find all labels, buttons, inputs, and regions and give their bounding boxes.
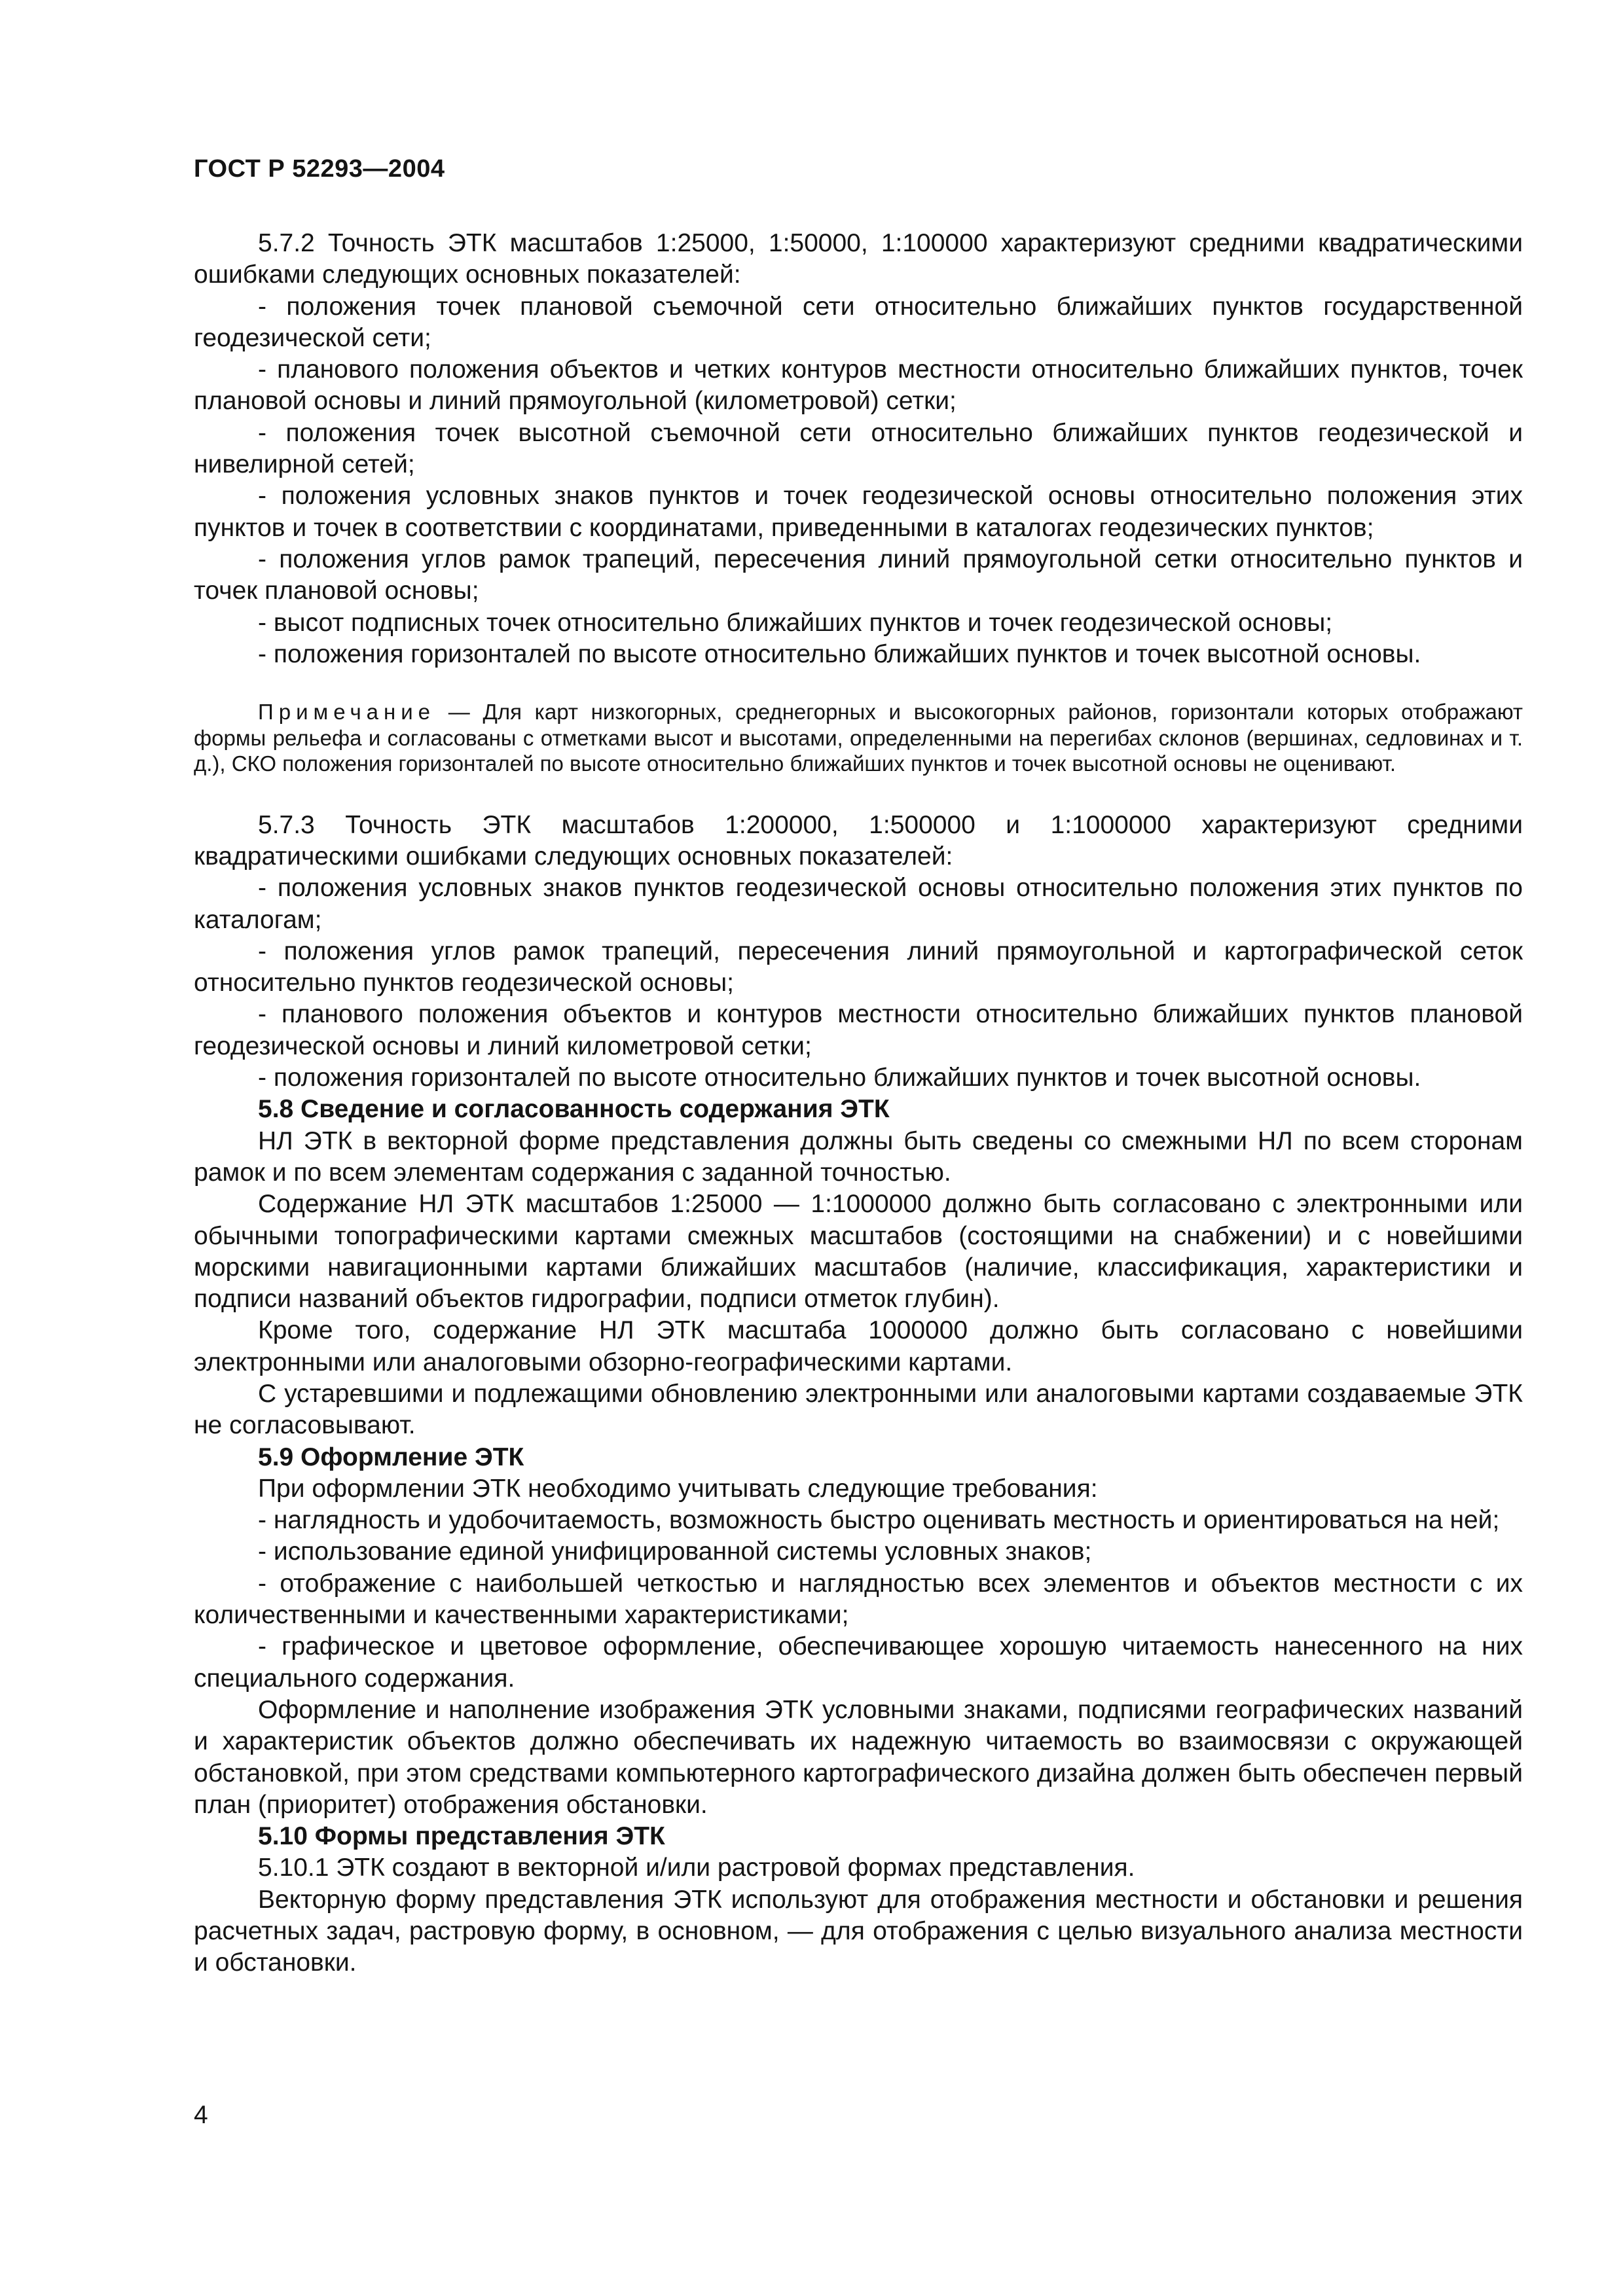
list-item: - планового положения объектов и четких контуров местности относительно ближайших пунктов, точек плановой основы и линий прямоугольной (километровой) сетки; [194, 355, 1523, 416]
list-item: - положения точек высотной съемочной сети относительно ближайших пунктов геодезической и нивелирной сетей; [194, 418, 1523, 479]
list-item: - положения условных знаков пунктов и точек геодезической основы относительно положения этих пунктов и точек в соответствии с координатами, приведенными в каталогах геодезических пунктов; [194, 482, 1523, 542]
list-item: - наглядность и удобочитаемость, возможность быстро оценивать местность и ориентироваться на ней; [258, 1506, 1500, 1535]
note-text: — Для карт низкогорных, среднегорных и высокогорных районов, горизонтали которых отображают формы рельефа и согласованы с отметками высот и высотами, определенными на перегибах склонов (вершинах, седловинах и т. д.), СКО положения горизонталей по высоте относительно ближайших пунктов и точек высотной основы не оценивают. [194, 700, 1523, 776]
list-item: - использование единой унифицированной системы условных знаков; [258, 1537, 1092, 1566]
list-item: - графическое и цветовое оформление, обеспечивающее хорошую читаемость нанесенного на них специального содержания. [194, 1632, 1523, 1693]
paragraph: 5.10.1 ЭТК создают в векторной и/или растровой формах представления. [258, 1854, 1135, 1882]
paragraph: НЛ ЭТК в векторной форме представления должны быть сведены со смежными НЛ по всем сторонам рамок и по всем элементам содержания с заданной точностью. [194, 1126, 1523, 1187]
document-header: ГОСТ Р 52293—2004 [194, 155, 445, 183]
paragraph-5-7-2: 5.7.2 Точность ЭТК масштабов 1:25000, 1:50000, 1:100000 характеризуют средними квадратическими ошибками следующих основных показателей: [194, 229, 1523, 289]
page-number: 4 [194, 2101, 208, 2129]
paragraph: Оформление и наполнение изображения ЭТК условными знаками, подписями географических названий и характеристик объектов должно обеспечивать их надежную читаемость во взаимосвязи с окружающей обстановкой, при этом средствами компьютерного картографического дизайна должен быть обеспечен первый план (приоритет) отображения обстановки. [194, 1695, 1523, 1819]
document-body [194, 228, 1523, 1979]
list-item: - положения горизонталей по высоте относительно ближайших пунктов и точек высотной основы. [258, 639, 1421, 668]
paragraph: Содержание НЛ ЭТК масштабов 1:25000 — 1:1000000 должно быть согласовано с электронными или обычными топографическими картами смежных масштабов (состоящими на снабжении) и с новейшими морскими навигационными картами ближайших масштабов (наличие, классификация, характеристики и подписи названий объектов гидрографии, подписи отметок глубин). [194, 1190, 1523, 1314]
list-item: - положения точек плановой съемочной сети относительно ближайших пунктов государственной геодезической сети; [194, 292, 1523, 352]
section-heading-5-8: 5.8 Сведение и согласованность содержания ЭТК [258, 1095, 890, 1124]
section-heading-5-10: 5.10 Формы представления ЭТК [258, 1822, 665, 1851]
paragraph: С устаревшими и подлежащими обновлению электронными или аналоговыми картами создаваемые ЭТК не согласовывают. [194, 1380, 1523, 1440]
list-item: - положения углов рамок трапеций, пересечения линий прямоугольной сетки относительно пунктов и точек плановой основы; [194, 545, 1523, 605]
note-label: Примечание [258, 700, 436, 725]
paragraph: Кроме того, содержание НЛ ЭТК масштаба 1000000 должно быть согласовано с новейшими электронными или аналоговыми обзорно-географическими картами. [194, 1316, 1523, 1376]
paragraph: Векторную форму представления ЭТК используют для отображения местности и обстановки и решения расчетных задач, растровую форму, в основном, — для отображения с целью визуального анализа местности и обстановки. [194, 1885, 1523, 1977]
list-item: - высот подписных точек относительно ближайших пунктов и точек геодезической основы; [258, 608, 1333, 637]
list-item: - отображение с наибольшей четкостью и наглядностью всех элементов и объектов местности с их количественными и качественными характеристиками; [194, 1569, 1523, 1630]
list-item: - положения условных знаков пунктов геодезической основы относительно положения этих пунктов по каталогам; [194, 874, 1523, 934]
paragraph: При оформлении ЭТК необходимо учитывать следующие требования: [258, 1474, 1098, 1503]
paragraph-5-7-3: 5.7.3 Точность ЭТК масштабов 1:200000, 1:500000 и 1:1000000 характеризуют средними квадратическими ошибками следующих основных показателей: [194, 810, 1523, 870]
list-item: - положения углов рамок трапеций, пересечения линий прямоугольной и картографической сеток относительно пунктов геодезической основы; [194, 937, 1523, 997]
list-item: - планового положения объектов и контуров местности относительно ближайших пунктов плановой геодезической основы и линий километровой сетки; [194, 1000, 1523, 1060]
note [194, 699, 1523, 777]
list-item: - положения горизонталей по высоте относительно ближайших пунктов и точек высотной основы. [258, 1064, 1421, 1092]
section-heading-5-9: 5.9 Оформление ЭТК [258, 1443, 524, 1471]
